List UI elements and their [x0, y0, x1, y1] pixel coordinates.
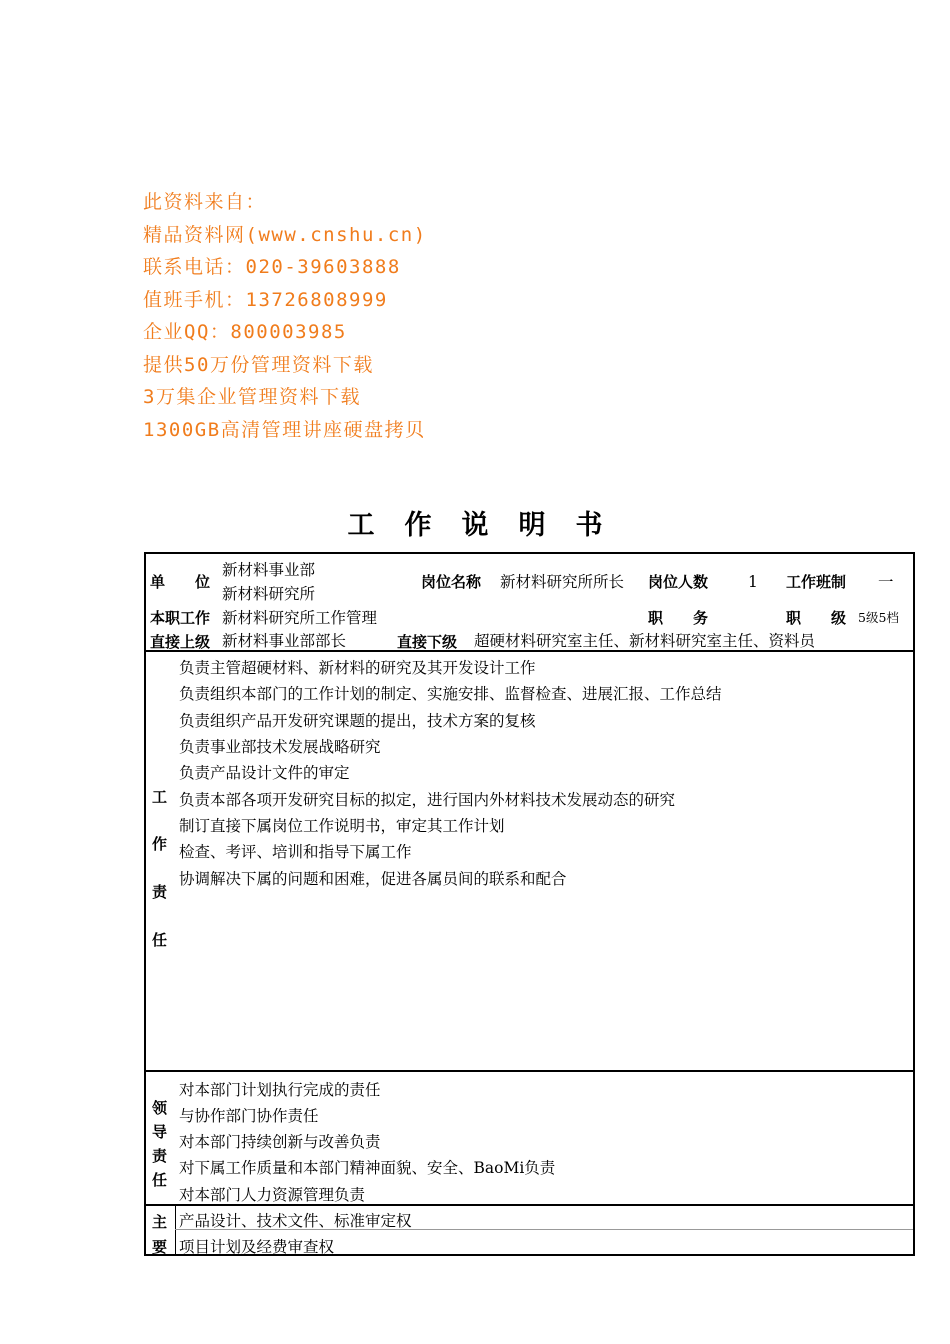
leadership-label-char: 领	[152, 1099, 168, 1117]
leadership-label-char: 任	[152, 1171, 168, 1189]
responsibilities-label-char: 任	[152, 931, 168, 949]
promo-line: 1300GB高清管理讲座硬盘拷贝	[143, 418, 426, 441]
leadership-label-char: 责	[152, 1147, 168, 1165]
duty-label: 职 务	[648, 609, 709, 627]
promo-line: 提供50万份管理资料下载	[143, 353, 374, 376]
responsibility-item: 负责组织产品开发研究课题的提出，技术方案的复核	[179, 712, 536, 730]
grade-value: 5级5档	[858, 610, 899, 625]
responsibilities-label-char: 作	[152, 835, 168, 853]
promo-line: 企业QQ：800003985	[143, 321, 347, 343]
unit-value-2: 新材料研究所	[222, 585, 316, 603]
superior-value: 新材料事业部部长	[222, 632, 347, 650]
leadership-item: 对本部门人力资源管理负责	[179, 1186, 366, 1204]
leadership-label-char: 导	[152, 1123, 168, 1141]
headcount-value: 1	[748, 573, 758, 591]
subordinate-value: 超硬材料研究室主任、新材料研究室主任、资料员	[474, 632, 816, 650]
position-value: 新材料研究所所长	[500, 573, 625, 591]
superior-label: 直接上级	[150, 633, 211, 651]
authority-item: 项目计划及经费审查权	[179, 1238, 335, 1256]
responsibility-item: 负责本部各项开发研究目标的拟定，进行国内外材料技术发展动态的研究	[179, 791, 676, 809]
authority-label-char: 主	[152, 1213, 168, 1231]
job-label: 本职工作	[150, 609, 211, 627]
leadership-item: 对本部门持续创新与改善负责	[179, 1133, 381, 1151]
responsibility-item: 负责主管超硬材料、新材料的研究及其开发设计工作	[179, 659, 536, 677]
promo-block	[143, 186, 427, 446]
shift-value: 一	[878, 573, 894, 591]
authority-label-char: 要	[152, 1238, 168, 1256]
responsibility-item: 负责组织本部门的工作计划的制定、实施安排、监督检查、进展汇报、工作总结	[179, 685, 722, 703]
unit-value-1: 新材料事业部	[222, 561, 316, 579]
job-value: 新材料研究所工作管理	[222, 609, 378, 627]
leadership-item: 与协作部门协作责任	[179, 1107, 319, 1125]
unit-label: 单 位	[150, 573, 211, 591]
responsibilities-label-char: 工	[152, 788, 168, 806]
promo-line: 联系电话：020-39603888	[143, 256, 401, 278]
responsibility-item: 制订直接下属岗位工作说明书，审定其工作计划	[179, 817, 505, 835]
responsibility-item: 检查、考评、培训和指导下属工作	[179, 843, 412, 861]
authority-item: 产品设计、技术文件、标准审定权	[179, 1212, 412, 1230]
position-label: 岗位名称	[421, 573, 482, 591]
responsibility-item: 负责产品设计文件的审定	[179, 764, 350, 782]
grade-label: 职 级	[786, 609, 847, 627]
responsibility-item: 负责事业部技术发展战略研究	[179, 738, 381, 756]
headcount-label: 岗位人数	[648, 573, 709, 591]
shift-label: 工作班制	[786, 573, 847, 591]
subordinate-label: 直接下级	[397, 633, 458, 651]
promo-line: 值班手机：13726808999	[143, 288, 388, 311]
responsibility-item: 协调解决下属的问题和困难，促进各属员间的联系和配合	[179, 870, 567, 888]
authority-divider	[175, 1206, 176, 1254]
promo-line: 3万集企业管理资料下载	[143, 386, 361, 408]
responsibilities-label-char: 责	[152, 883, 168, 901]
leadership-item: 对下属工作质量和本部门精神面貌、安全、BaoMi负责	[179, 1159, 556, 1177]
promo-line: 此资料来自：	[143, 191, 267, 213]
leadership-item: 对本部门计划执行完成的责任	[179, 1081, 381, 1099]
promo-line: 精品资料网(www.cnshu.cn)	[143, 223, 427, 246]
page-title: 工作说明书	[347, 510, 633, 541]
